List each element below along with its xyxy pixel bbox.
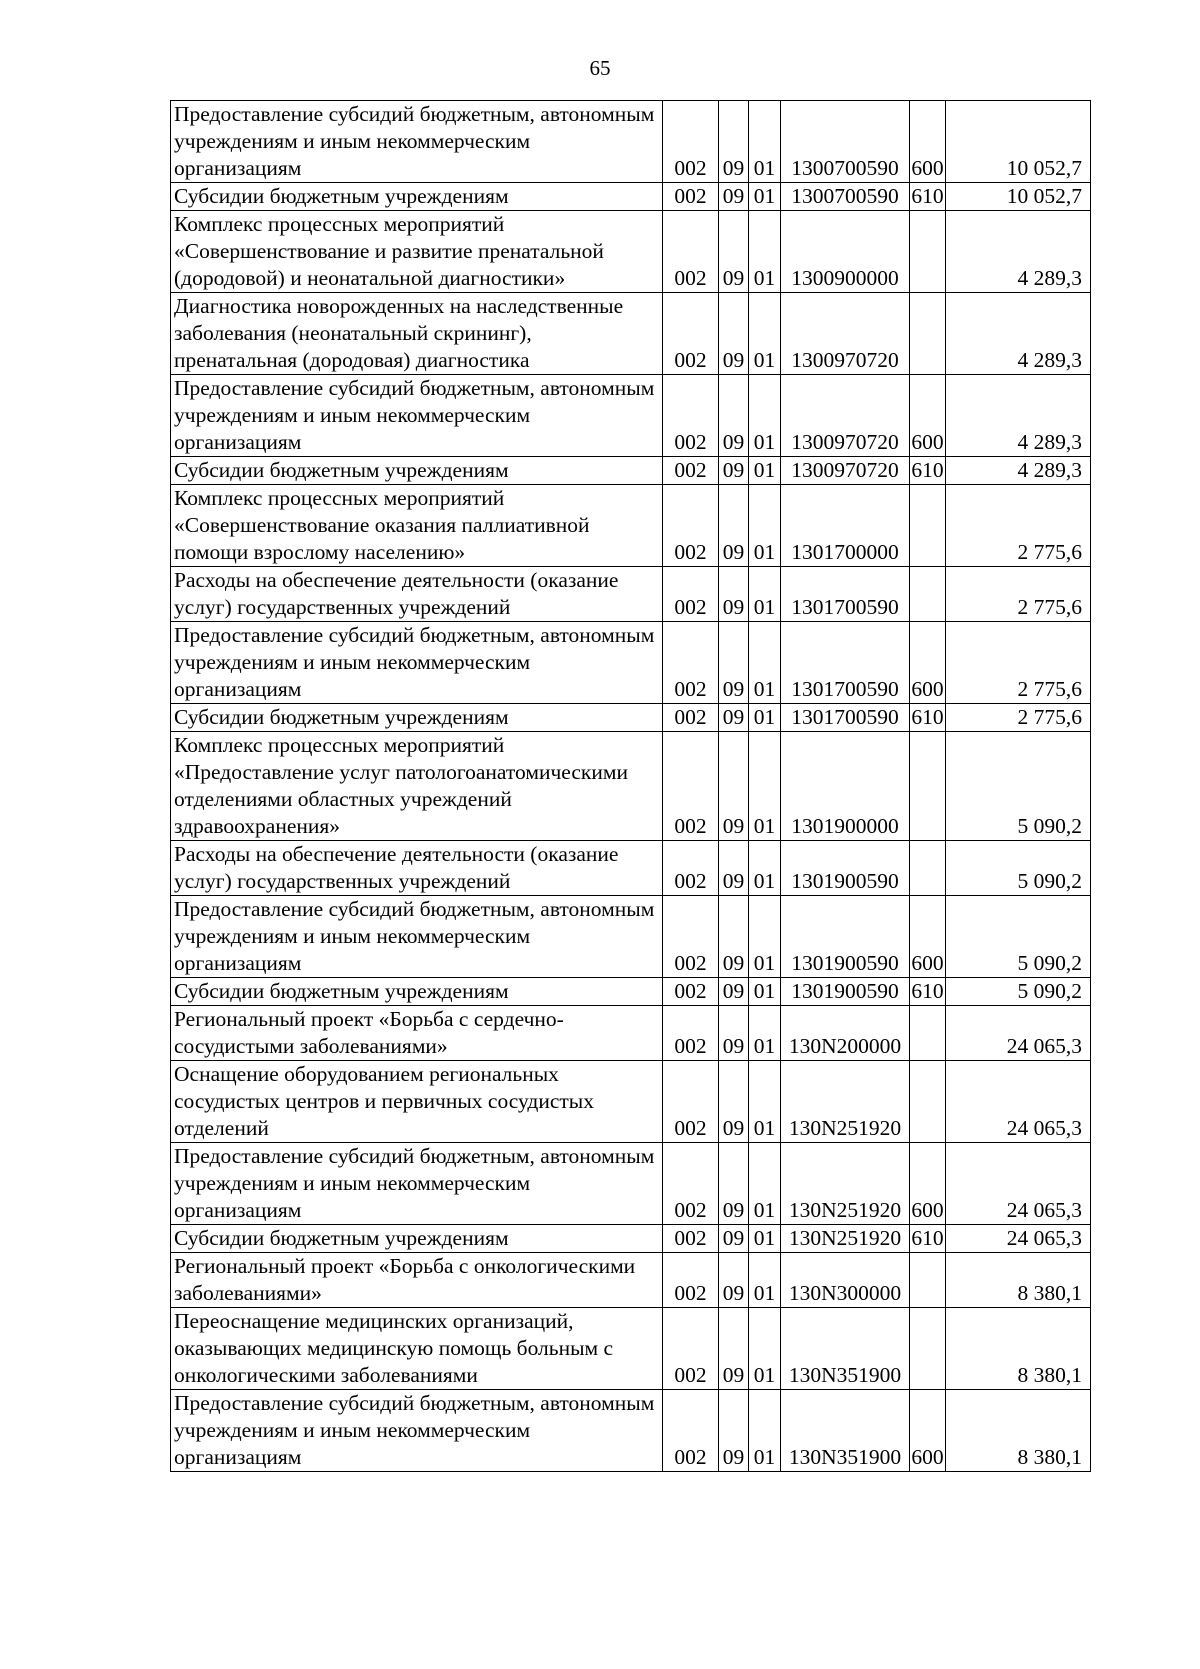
amount-cell: 8 380,1 [946,1308,1091,1390]
amount-cell: 24 065,3 [946,1143,1091,1225]
target-article-code-cell: 1300900000 [781,211,910,293]
target-article-code-cell: 1301900590 [781,978,910,1006]
target-article-code-cell: 1301700590 [781,622,910,704]
amount-cell: 8 380,1 [946,1253,1091,1308]
expense-type-code-cell: 600 [910,1143,946,1225]
amount-cell: 4 289,3 [946,457,1091,485]
table-row [171,1143,1091,1225]
amount-cell: 5 090,2 [946,841,1091,896]
amount-cell: 2 775,6 [946,567,1091,622]
subsection-code-cell: 01 [749,211,781,293]
expense-type-code-cell: 600 [910,1390,946,1472]
amount-cell: 24 065,3 [946,1006,1091,1061]
expense-type-code-cell: 610 [910,978,946,1006]
page-number: 65 [589,56,611,80]
table-row [171,1253,1091,1308]
subsection-code-cell: 01 [749,101,781,183]
section-code-cell: 09 [719,1390,749,1472]
table-row [171,1390,1091,1472]
department-code-cell: 002 [663,1225,719,1253]
table-row [171,896,1091,978]
target-article-code-cell: 1300970720 [781,457,910,485]
amount-cell: 4 289,3 [946,375,1091,457]
expense-name-cell: Предоставление субсидий бюджетным, автономным учреждениям и иным некоммерческим организациям [171,1143,663,1225]
expense-type-code-cell: 600 [910,622,946,704]
expense-name-cell: Субсидии бюджетным учреждениям [171,1225,663,1253]
department-code-cell: 002 [663,704,719,732]
table-row [171,1308,1091,1390]
department-code-cell: 002 [663,896,719,978]
section-code-cell: 09 [719,485,749,567]
department-code-cell: 002 [663,1061,719,1143]
expense-name-cell: Региональный проект «Борьба с сердечно-сосудистыми заболеваниями» [171,1006,663,1061]
expense-type-code-cell [910,1006,946,1061]
subsection-code-cell: 01 [749,978,781,1006]
expense-type-code-cell: 600 [910,101,946,183]
target-article-code-cell: 130N351900 [781,1308,910,1390]
expense-name-cell: Диагностика новорожденных на наследственные заболевания (неонатальный скрининг), пренатальная (дородовая) диагностика [171,293,663,375]
table-row [171,622,1091,704]
expense-type-code-cell: 610 [910,704,946,732]
department-code-cell: 002 [663,375,719,457]
section-code-cell: 09 [719,293,749,375]
department-code-cell: 002 [663,1006,719,1061]
table-row [171,732,1091,841]
section-code-cell: 09 [719,1253,749,1308]
target-article-code-cell: 1300970720 [781,293,910,375]
department-code-cell: 002 [663,841,719,896]
amount-cell: 24 065,3 [946,1225,1091,1253]
subsection-code-cell: 01 [749,1006,781,1061]
subsection-code-cell: 01 [749,732,781,841]
target-article-code-cell: 130N200000 [781,1006,910,1061]
amount-cell: 4 289,3 [946,211,1091,293]
department-code-cell: 002 [663,622,719,704]
expense-type-code-cell: 610 [910,457,946,485]
subsection-code-cell: 01 [749,293,781,375]
amount-cell: 2 775,6 [946,704,1091,732]
expense-type-code-cell [910,1061,946,1143]
section-code-cell: 09 [719,375,749,457]
amount-cell: 5 090,2 [946,978,1091,1006]
expense-name-cell: Комплекс процессных мероприятий «Совершенствование и развитие пренатальной (дородовой) и неонатальной диагностики» [171,211,663,293]
section-code-cell: 09 [719,1006,749,1061]
table-row [171,1061,1091,1143]
section-code-cell: 09 [719,622,749,704]
subsection-code-cell: 01 [749,896,781,978]
target-article-code-cell: 1301900000 [781,732,910,841]
section-code-cell: 09 [719,457,749,485]
department-code-cell: 002 [663,978,719,1006]
section-code-cell: 09 [719,978,749,1006]
subsection-code-cell: 01 [749,1143,781,1225]
amount-cell: 24 065,3 [946,1061,1091,1143]
expense-type-code-cell [910,567,946,622]
expense-type-code-cell [910,841,946,896]
expense-name-cell: Региональный проект «Борьба с онкологическими заболеваниями» [171,1253,663,1308]
expense-name-cell: Расходы на обеспечение деятельности (оказание услуг) государственных учреждений [171,841,663,896]
table-row [171,704,1091,732]
target-article-code-cell: 1301900590 [781,896,910,978]
target-article-code-cell: 1301700000 [781,485,910,567]
target-article-code-cell: 130N251920 [781,1143,910,1225]
target-article-code-cell: 1300700590 [781,183,910,211]
expense-type-code-cell [910,293,946,375]
amount-cell: 2 775,6 [946,485,1091,567]
expense-name-cell: Комплекс процессных мероприятий «Совершенствование оказания паллиативной помощи взрослому населению» [171,485,663,567]
department-code-cell: 002 [663,183,719,211]
target-article-code-cell: 130N251920 [781,1225,910,1253]
table-row [171,1006,1091,1061]
expense-type-code-cell [910,485,946,567]
department-code-cell: 002 [663,457,719,485]
expense-name-cell: Субсидии бюджетным учреждениям [171,978,663,1006]
amount-cell: 5 090,2 [946,896,1091,978]
section-code-cell: 09 [719,101,749,183]
expense-name-cell: Переоснащение медицинских организаций, оказывающих медицинскую помощь больным с онкологическими заболеваниями [171,1308,663,1390]
subsection-code-cell: 01 [749,485,781,567]
subsection-code-cell: 01 [749,183,781,211]
expense-name-cell: Субсидии бюджетным учреждениям [171,704,663,732]
table-row [171,293,1091,375]
department-code-cell: 002 [663,1143,719,1225]
target-article-code-cell: 1301900590 [781,841,910,896]
subsection-code-cell: 01 [749,1225,781,1253]
target-article-code-cell: 1301700590 [781,567,910,622]
target-article-code-cell: 1300700590 [781,101,910,183]
expense-name-cell: Субсидии бюджетным учреждениям [171,183,663,211]
amount-cell: 5 090,2 [946,732,1091,841]
section-code-cell: 09 [719,732,749,841]
department-code-cell: 002 [663,211,719,293]
section-code-cell: 09 [719,183,749,211]
budget-table [170,100,1091,1472]
expense-type-code-cell [910,211,946,293]
table-row [171,183,1091,211]
expense-type-code-cell: 610 [910,1225,946,1253]
expense-name-cell: Предоставление субсидий бюджетным, автономным учреждениям и иным некоммерческим организациям [171,896,663,978]
target-article-code-cell: 130N300000 [781,1253,910,1308]
section-code-cell: 09 [719,567,749,622]
table-row [171,375,1091,457]
expense-type-code-cell: 600 [910,896,946,978]
expense-name-cell: Предоставление субсидий бюджетным, автономным учреждениям и иным некоммерческим организациям [171,101,663,183]
section-code-cell: 09 [719,1225,749,1253]
target-article-code-cell: 1301700590 [781,704,910,732]
target-article-code-cell: 130N351900 [781,1390,910,1472]
subsection-code-cell: 01 [749,375,781,457]
subsection-code-cell: 01 [749,457,781,485]
subsection-code-cell: 01 [749,841,781,896]
budget-table-body [171,101,1091,1472]
expense-type-code-cell: 600 [910,375,946,457]
target-article-code-cell: 1300970720 [781,375,910,457]
section-code-cell: 09 [719,1061,749,1143]
table-row [171,1225,1091,1253]
amount-cell: 2 775,6 [946,622,1091,704]
expense-type-code-cell [910,1308,946,1390]
expense-name-cell: Предоставление субсидий бюджетным, автономным учреждениям и иным некоммерческим организациям [171,375,663,457]
department-code-cell: 002 [663,101,719,183]
table-row [171,485,1091,567]
department-code-cell: 002 [663,485,719,567]
subsection-code-cell: 01 [749,622,781,704]
subsection-code-cell: 01 [749,1253,781,1308]
amount-cell: 4 289,3 [946,293,1091,375]
expense-name-cell: Оснащение оборудованием региональных сосудистых центров и первичных сосудистых отделений [171,1061,663,1143]
subsection-code-cell: 01 [749,567,781,622]
section-code-cell: 09 [719,1308,749,1390]
section-code-cell: 09 [719,1143,749,1225]
section-code-cell: 09 [719,896,749,978]
department-code-cell: 002 [663,567,719,622]
expense-type-code-cell: 610 [910,183,946,211]
expense-type-code-cell [910,732,946,841]
expense-type-code-cell [910,1253,946,1308]
expense-name-cell: Предоставление субсидий бюджетным, автономным учреждениям и иным некоммерческим организациям [171,1390,663,1472]
subsection-code-cell: 01 [749,1390,781,1472]
section-code-cell: 09 [719,211,749,293]
table-row [171,101,1091,183]
department-code-cell: 002 [663,293,719,375]
expense-name-cell: Комплекс процессных мероприятий «Предоставление услуг патологоанатомическими отделениями областных учреждений здравоохранения» [171,732,663,841]
table-row [171,841,1091,896]
amount-cell: 10 052,7 [946,183,1091,211]
amount-cell: 8 380,1 [946,1390,1091,1472]
table-row [171,567,1091,622]
table-row [171,978,1091,1006]
department-code-cell: 002 [663,1390,719,1472]
expense-name-cell: Субсидии бюджетным учреждениям [171,457,663,485]
table-row [171,457,1091,485]
section-code-cell: 09 [719,841,749,896]
section-code-cell: 09 [719,704,749,732]
subsection-code-cell: 01 [749,704,781,732]
subsection-code-cell: 01 [749,1061,781,1143]
expense-name-cell: Предоставление субсидий бюджетным, автономным учреждениям и иным некоммерческим организациям [171,622,663,704]
department-code-cell: 002 [663,1253,719,1308]
target-article-code-cell: 130N251920 [781,1061,910,1143]
expense-name-cell: Расходы на обеспечение деятельности (оказание услуг) государственных учреждений [171,567,663,622]
department-code-cell: 002 [663,732,719,841]
table-row [171,211,1091,293]
amount-cell: 10 052,7 [946,101,1091,183]
department-code-cell: 002 [663,1308,719,1390]
subsection-code-cell: 01 [749,1308,781,1390]
